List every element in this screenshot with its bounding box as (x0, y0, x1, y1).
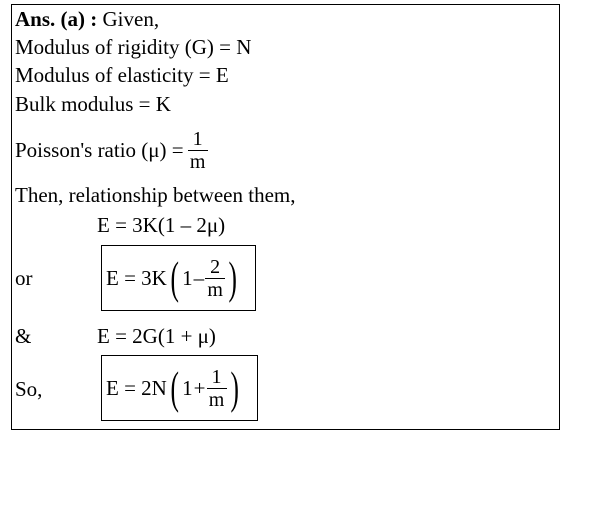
bulk-modulus-line: Bulk modulus = K (15, 92, 171, 116)
or-label: or (15, 266, 33, 290)
boxed-equation-rigidity-fraction (207, 366, 227, 411)
boxed-equation-rigidity (101, 355, 258, 421)
poisson-fraction (188, 128, 208, 173)
boxed-equation-rigidity-numerator: 1 (211, 365, 222, 388)
left-paren: ( (170, 252, 179, 303)
boxed-equation-bulk (101, 245, 256, 311)
boxed-equation-bulk-one: 1 (182, 265, 193, 290)
boxed-equation-rigidity-lhs: E = 2N (106, 375, 167, 400)
poisson-denominator: m (188, 150, 208, 173)
poisson-numerator: 1 (192, 127, 203, 150)
boxed-equation-bulk-lhs: E = 3K (106, 265, 167, 290)
right-paren: ) (228, 252, 238, 303)
equation-rigidity: E = 2G(1 + μ) (97, 324, 216, 348)
boxed-equation-bulk-denominator: m (205, 278, 225, 301)
poisson-line (15, 122, 208, 178)
elasticity-line: Modulus of elasticity = E (15, 63, 229, 87)
right-paren: ) (229, 362, 239, 413)
boxed-equation-rigidity-row (102, 356, 257, 420)
boxed-equation-bulk-fraction (205, 256, 225, 301)
boxed-equation-rigidity-op: + (193, 375, 206, 400)
equation-bulk: E = 3K(1 – 2μ) (97, 213, 226, 237)
boxed-equation-rigidity-denominator: m (207, 388, 227, 411)
poisson-label: Poisson's ratio (μ) = (15, 138, 184, 162)
rigidity-line: Modulus of rigidity (G) = N (15, 35, 252, 59)
boxed-equation-bulk-op: – (193, 265, 205, 290)
answer-heading: Ans. (a) : (15, 7, 98, 31)
so-label: So, (15, 377, 43, 401)
answer-heading-line (15, 7, 159, 31)
boxed-equation-rigidity-one: 1 (182, 375, 193, 400)
boxed-equation-bulk-numerator: 2 (210, 255, 221, 278)
ampersand-label: & (15, 324, 32, 348)
answer-given: Given, (97, 7, 160, 31)
left-paren: ( (170, 362, 179, 413)
boxed-equation-bulk-row (102, 246, 255, 310)
relationship-line: Then, relationship between them, (15, 183, 296, 207)
